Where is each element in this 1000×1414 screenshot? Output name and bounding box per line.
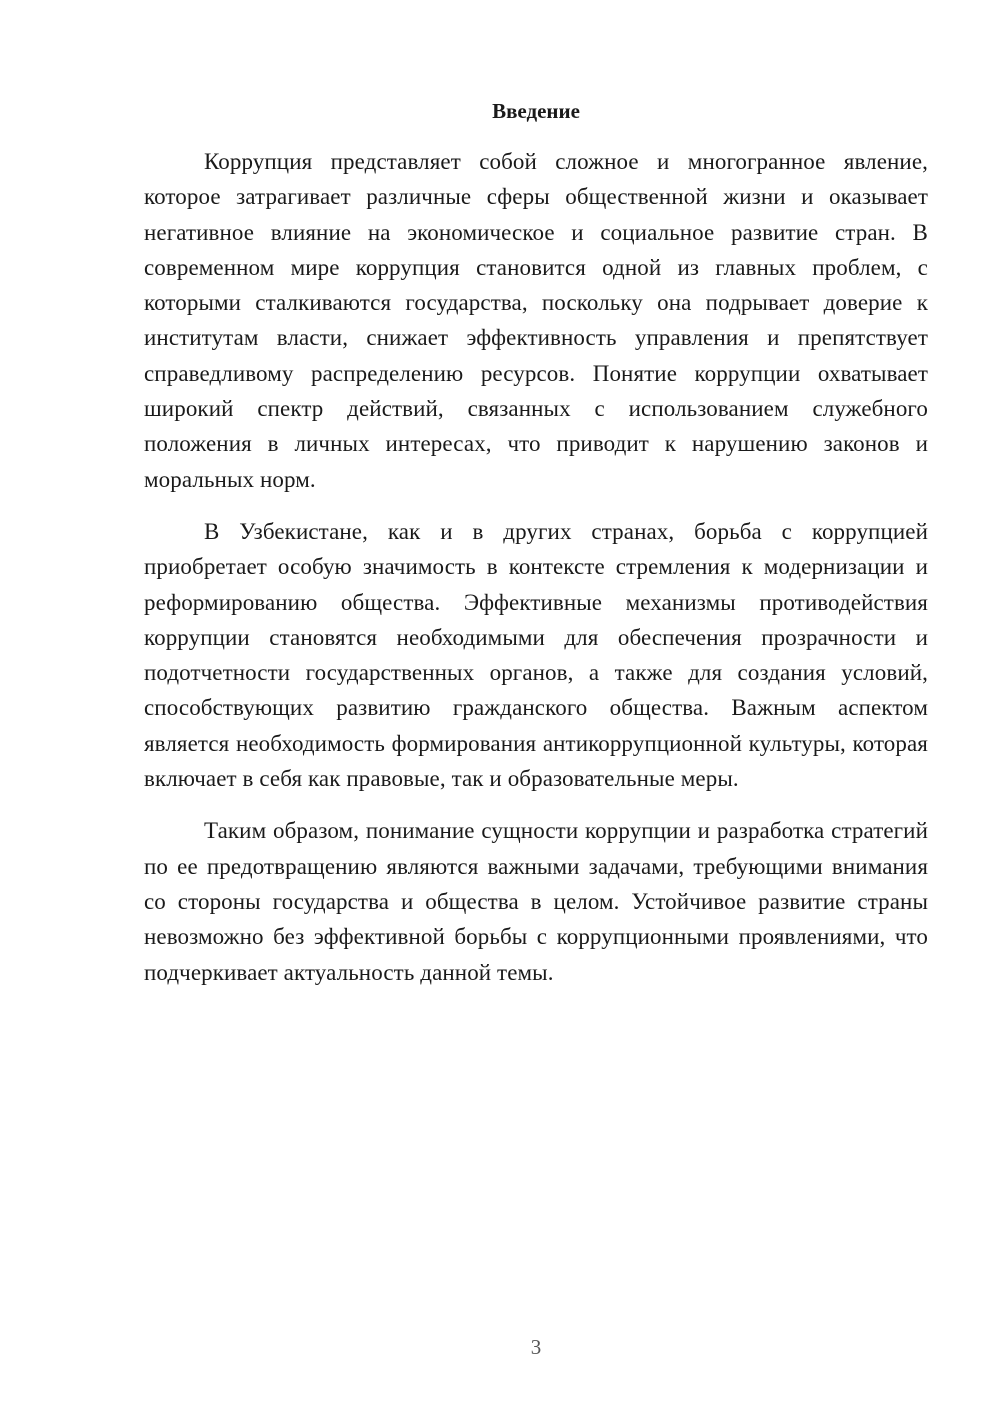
section-title: Введение bbox=[492, 99, 580, 123]
body-text bbox=[144, 144, 928, 1007]
page-number: 3 bbox=[530, 1335, 542, 1359]
paragraph-2: В Узбекистане, как и в других странах, борьба с коррупцией приобретает особую значимость в контексте стремления к модернизации и реформированию общества. Эффективные механизмы противодействия коррупции становятся необходимыми для обеспечения прозрачности и подотчетности государственных органов, а также для создания условий, способствующих развитию гражданского общества. Важным аспектом является необходимость формирования антикоррупционной культуры, которая включает в себя как правовые, так и образовательные меры. bbox=[144, 518, 928, 792]
paragraph-3: Таким образом, понимание сущности коррупции и разработка стратегий по ее предотвращению являются важными задачами, требующими внимания со стороны государства и общества в целом. Устойчивое развитие страны невозможно без эффективной борьбы с коррупционными проявлениями, что подчеркивает актуальность данной темы. bbox=[144, 818, 928, 985]
paragraph-1: Коррупция представляет собой сложное и многогранное явление, которое затрагивает различные сферы общественной жизни и оказывает негативное влияние на экономическое и социальное развитие стран. В современном мире коррупция становится одной из главных проблем, с которыми сталкиваются государства, поскольку она подрывает доверие к институтам власти, снижает эффективность управления и препятствует справедливому распределению ресурсов. Понятие коррупции охватывает широкий спектр действий, связанных с использованием служебного положения в личных интересах, что приводит к нарушению законов и моральных норм. bbox=[144, 149, 928, 492]
